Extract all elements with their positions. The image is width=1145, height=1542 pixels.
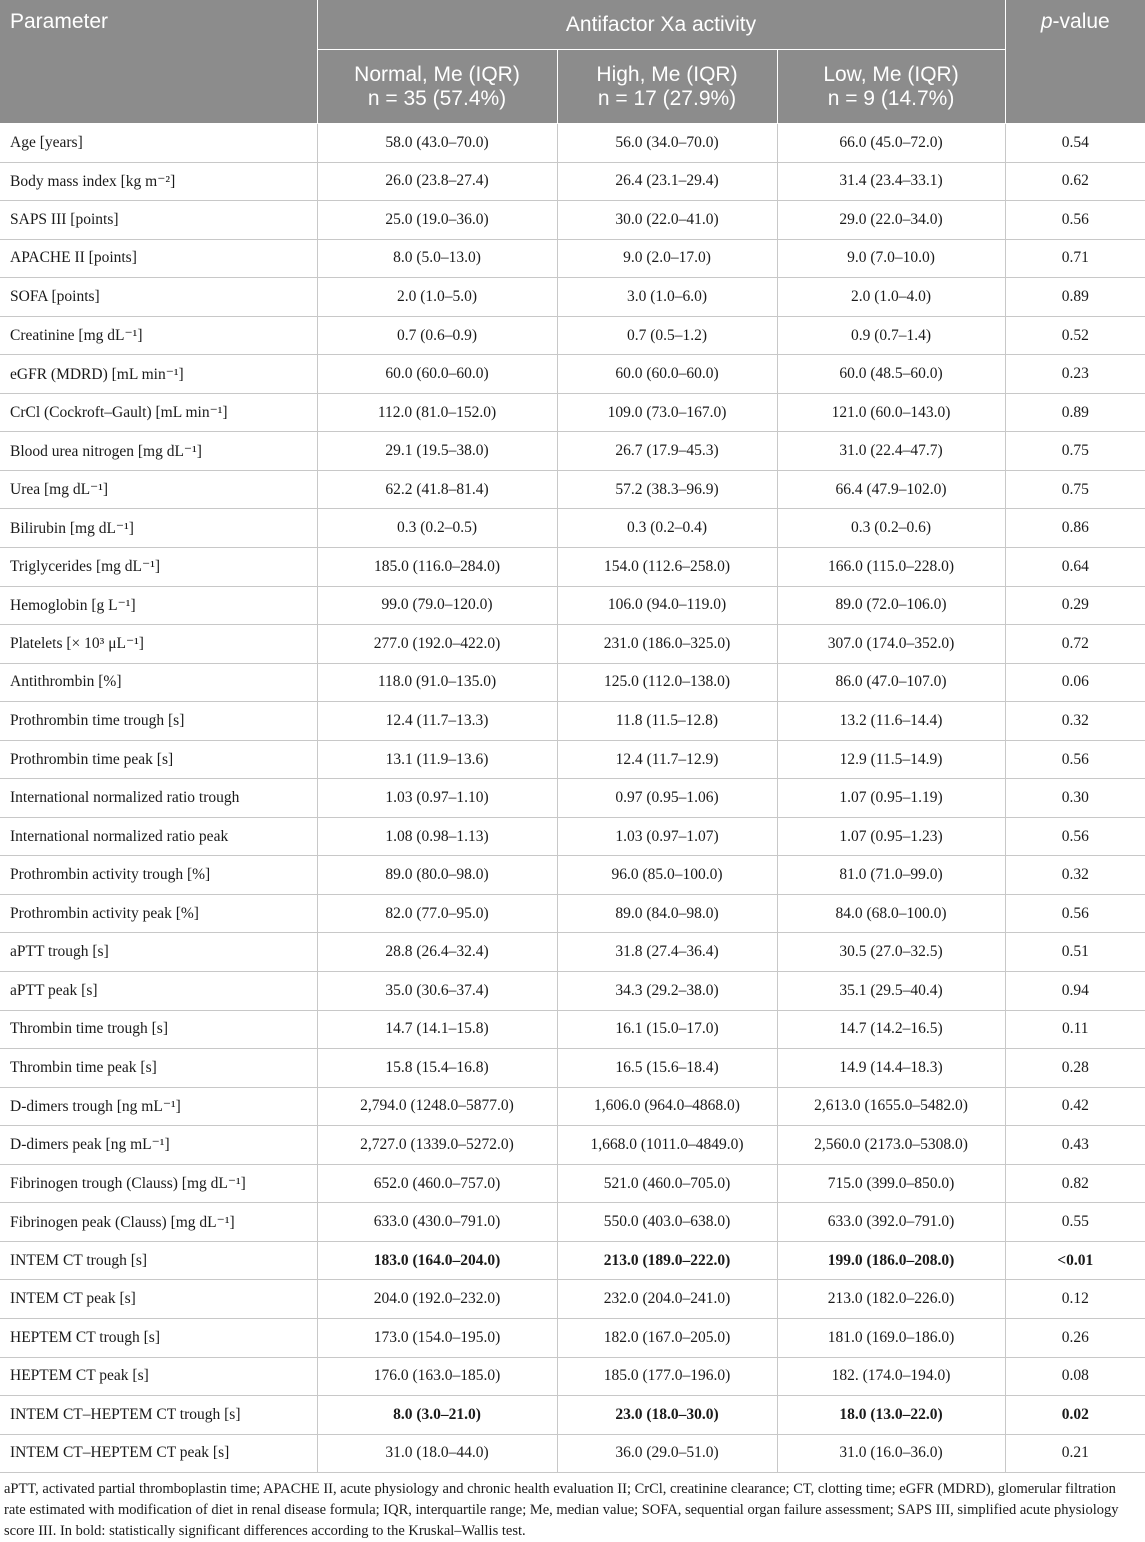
normal-cell: 176.0 (163.0–185.0) [317,1357,557,1396]
normal-cell: 99.0 (79.0–120.0) [317,586,557,625]
low-cell: 13.2 (11.6–14.4) [777,702,1005,741]
normal-cell: 652.0 (460.0–757.0) [317,1164,557,1203]
p-value-cell: 0.56 [1005,894,1145,933]
low-cell: 121.0 (60.0–143.0) [777,393,1005,432]
high-cell: 185.0 (177.0–196.0) [557,1357,777,1396]
normal-cell: 14.7 (14.1–15.8) [317,1010,557,1049]
p-value-cell: 0.08 [1005,1357,1145,1396]
normal-cell: 28.8 (26.4–32.4) [317,933,557,972]
table-row [0,316,1145,355]
param-cell: aPTT trough [s] [0,933,317,972]
normal-cell: 2,727.0 (1339.0–5272.0) [317,1126,557,1165]
high-cell: 16.1 (15.0–17.0) [557,1010,777,1049]
param-cell: INTEM CT–HEPTEM CT peak [s] [0,1434,317,1473]
normal-cell: 25.0 (19.0–36.0) [317,201,557,240]
high-cell: 0.97 (0.95–1.06) [557,779,777,818]
table-row [0,856,1145,895]
p-value-cell: 0.11 [1005,1010,1145,1049]
normal-cell: 173.0 (154.0–195.0) [317,1318,557,1357]
param-cell: Triglycerides [mg dL⁻¹] [0,548,317,587]
p-value-cell: 0.71 [1005,239,1145,278]
param-cell: Prothrombin time trough [s] [0,702,317,741]
normal-cell: 1.08 (0.98–1.13) [317,817,557,856]
high-cell: 9.0 (2.0–17.0) [557,239,777,278]
low-cell: 89.0 (72.0–106.0) [777,586,1005,625]
table-row [0,972,1145,1011]
table-row [0,201,1145,240]
low-cell: 2,560.0 (2173.0–5308.0) [777,1126,1005,1165]
table-row [0,124,1145,163]
param-cell: Fibrinogen peak (Clauss) [mg dL⁻¹] [0,1203,317,1242]
normal-cell: 58.0 (43.0–70.0) [317,124,557,163]
p-value-cell: 0.43 [1005,1126,1145,1165]
param-cell: Blood urea nitrogen [mg dL⁻¹] [0,432,317,471]
p-value-cell: 0.86 [1005,509,1145,548]
high-cell: 106.0 (94.0–119.0) [557,586,777,625]
p-value-cell: 0.32 [1005,702,1145,741]
table-row [0,625,1145,664]
table-row [0,702,1145,741]
param-cell: Antithrombin [%] [0,663,317,702]
header-antifactor-xa-group: Antifactor Xa activity [317,0,1005,50]
low-cell: 14.9 (14.4–18.3) [777,1049,1005,1088]
normal-cell: 112.0 (81.0–152.0) [317,393,557,432]
low-cell: 9.0 (7.0–10.0) [777,239,1005,278]
low-cell: 35.1 (29.5–40.4) [777,972,1005,1011]
table-row [0,894,1145,933]
low-cell: 29.0 (22.0–34.0) [777,201,1005,240]
normal-cell: 1.03 (0.97–1.10) [317,779,557,818]
p-value-cell: 0.56 [1005,201,1145,240]
normal-cell: 26.0 (23.8–27.4) [317,162,557,201]
param-cell: D-dimers trough [ng mL⁻¹] [0,1087,317,1126]
low-cell: 84.0 (68.0–100.0) [777,894,1005,933]
p-value-cell: 0.28 [1005,1049,1145,1088]
low-cell: 81.0 (71.0–99.0) [777,856,1005,895]
table-row [0,1010,1145,1049]
normal-cell: 8.0 (3.0–21.0) [317,1396,557,1435]
table-row [0,239,1145,278]
param-cell: International normalized ratio peak [0,817,317,856]
param-cell: Thrombin time trough [s] [0,1010,317,1049]
normal-cell: 29.1 (19.5–38.0) [317,432,557,471]
normal-cell: 185.0 (116.0–284.0) [317,548,557,587]
low-cell: 31.4 (23.4–33.1) [777,162,1005,201]
low-cell: 66.4 (47.9–102.0) [777,470,1005,509]
table-row [0,933,1145,972]
p-value-cell: 0.06 [1005,663,1145,702]
normal-cell: 31.0 (18.0–44.0) [317,1434,557,1473]
p-value-cell: 0.55 [1005,1203,1145,1242]
low-cell: 0.9 (0.7–1.4) [777,316,1005,355]
low-cell: 633.0 (392.0–791.0) [777,1203,1005,1242]
p-value-cell: 0.23 [1005,355,1145,394]
p-value-cell: 0.82 [1005,1164,1145,1203]
p-value-cell: 0.89 [1005,393,1145,432]
high-cell: 89.0 (84.0–98.0) [557,894,777,933]
high-cell: 109.0 (73.0–167.0) [557,393,777,432]
low-cell: 0.3 (0.2–0.6) [777,509,1005,548]
header-parameter: Parameter [0,0,317,124]
high-cell: 36.0 (29.0–51.0) [557,1434,777,1473]
p-value-cell: 0.56 [1005,817,1145,856]
table-row [0,393,1145,432]
p-value-cell: 0.75 [1005,432,1145,471]
low-cell: 60.0 (48.5–60.0) [777,355,1005,394]
table-row [0,740,1145,779]
normal-cell: 2,794.0 (1248.0–5877.0) [317,1087,557,1126]
header-normal: Normal, Me (IQR) n = 35 (57.4%) [317,50,557,124]
p-value-cell: 0.64 [1005,548,1145,587]
param-cell: Creatinine [mg dL⁻¹] [0,316,317,355]
low-cell: 2,613.0 (1655.0–5482.0) [777,1087,1005,1126]
table-header [0,0,1145,124]
normal-cell: 8.0 (5.0–13.0) [317,239,557,278]
high-cell: 213.0 (189.0–222.0) [557,1241,777,1280]
table-row [0,1280,1145,1319]
table-row [0,779,1145,818]
p-value-cell: 0.42 [1005,1087,1145,1126]
param-cell: Fibrinogen trough (Clauss) [mg dL⁻¹] [0,1164,317,1203]
p-value-cell: 0.32 [1005,856,1145,895]
table-row [0,355,1145,394]
low-cell: 182. (174.0–194.0) [777,1357,1005,1396]
table-row [0,1049,1145,1088]
param-cell: International normalized ratio trough [0,779,317,818]
normal-cell: 633.0 (430.0–791.0) [317,1203,557,1242]
low-cell: 166.0 (115.0–228.0) [777,548,1005,587]
normal-cell: 0.7 (0.6–0.9) [317,316,557,355]
high-cell: 0.7 (0.5–1.2) [557,316,777,355]
p-value-cell: 0.72 [1005,625,1145,664]
high-cell: 154.0 (112.6–258.0) [557,548,777,587]
low-cell: 307.0 (174.0–352.0) [777,625,1005,664]
param-cell: INTEM CT–HEPTEM CT trough [s] [0,1396,317,1435]
header-high: High, Me (IQR) n = 17 (27.9%) [557,50,777,124]
high-cell: 23.0 (18.0–30.0) [557,1396,777,1435]
p-value-cell: 0.02 [1005,1396,1145,1435]
param-cell: Prothrombin activity trough [%] [0,856,317,895]
low-cell: 86.0 (47.0–107.0) [777,663,1005,702]
p-value-cell: 0.21 [1005,1434,1145,1473]
table-row [0,1087,1145,1126]
table-row [0,1203,1145,1242]
p-value-cell: 0.54 [1005,124,1145,163]
table-footnote: aPTT, activated partial thromboplastin time; APACHE II, acute physiology and chronic health evaluation II; CrCl, creatinine clearance; CT, clotting time; eGFR (MDRD), glomerular filtration rate estimated with modification of diet in renal disease formula; IQR, interquartile range; Me, median value; SOFA, sequential organ failure assessment; SAPS III, simplified acute physiology score III. In bold: statistically significant differences according to the Kruskal–Wallis test. [4,1481,1119,1540]
high-cell: 12.4 (11.7–12.9) [557,740,777,779]
high-cell: 96.0 (85.0–100.0) [557,856,777,895]
normal-cell: 118.0 (91.0–135.0) [317,663,557,702]
normal-cell: 35.0 (30.6–37.4) [317,972,557,1011]
table-row [0,663,1145,702]
normal-cell: 15.8 (15.4–16.8) [317,1049,557,1088]
table-row [0,432,1145,471]
low-cell: 14.7 (14.2–16.5) [777,1010,1005,1049]
table-row [0,1126,1145,1165]
p-value-cell: 0.26 [1005,1318,1145,1357]
p-value-cell: 0.29 [1005,586,1145,625]
high-cell: 550.0 (403.0–638.0) [557,1203,777,1242]
normal-cell: 82.0 (77.0–95.0) [317,894,557,933]
table-row [0,1396,1145,1435]
table-row [0,162,1145,201]
param-cell: Thrombin time peak [s] [0,1049,317,1088]
normal-cell: 60.0 (60.0–60.0) [317,355,557,394]
param-cell: Prothrombin activity peak [%] [0,894,317,933]
param-cell: INTEM CT peak [s] [0,1280,317,1319]
low-cell: 2.0 (1.0–4.0) [777,278,1005,317]
param-cell: CrCl (Cockroft–Gault) [mL min⁻¹] [0,393,317,432]
high-cell: 56.0 (34.0–70.0) [557,124,777,163]
param-cell: SOFA [points] [0,278,317,317]
low-cell: 715.0 (399.0–850.0) [777,1164,1005,1203]
p-value-cell: 0.89 [1005,278,1145,317]
p-value-cell: 0.94 [1005,972,1145,1011]
high-cell: 26.7 (17.9–45.3) [557,432,777,471]
high-cell: 0.3 (0.2–0.4) [557,509,777,548]
normal-cell: 0.3 (0.2–0.5) [317,509,557,548]
param-cell: SAPS III [points] [0,201,317,240]
param-cell: APACHE II [points] [0,239,317,278]
p-value-cell: 0.52 [1005,316,1145,355]
table-row [0,1357,1145,1396]
normal-cell: 204.0 (192.0–232.0) [317,1280,557,1319]
high-cell: 3.0 (1.0–6.0) [557,278,777,317]
high-cell: 231.0 (186.0–325.0) [557,625,777,664]
param-cell: Body mass index [kg m⁻²] [0,162,317,201]
param-cell: Urea [mg dL⁻¹] [0,470,317,509]
high-cell: 16.5 (15.6–18.4) [557,1049,777,1088]
param-cell: HEPTEM CT trough [s] [0,1318,317,1357]
param-cell: HEPTEM CT peak [s] [0,1357,317,1396]
low-cell: 213.0 (182.0–226.0) [777,1280,1005,1319]
p-value-cell: 0.51 [1005,933,1145,972]
param-cell: Age [years] [0,124,317,163]
low-cell: 18.0 (13.0–22.0) [777,1396,1005,1435]
normal-cell: 12.4 (11.7–13.3) [317,702,557,741]
p-value-cell: 0.12 [1005,1280,1145,1319]
low-cell: 66.0 (45.0–72.0) [777,124,1005,163]
p-value-cell: 0.30 [1005,779,1145,818]
table-row [0,278,1145,317]
high-cell: 11.8 (11.5–12.8) [557,702,777,741]
param-cell: eGFR (MDRD) [mL min⁻¹] [0,355,317,394]
low-cell: 30.5 (27.0–32.5) [777,933,1005,972]
table-row [0,1434,1145,1473]
normal-cell: 277.0 (192.0–422.0) [317,625,557,664]
normal-cell: 89.0 (80.0–98.0) [317,856,557,895]
high-cell: 26.4 (23.1–29.4) [557,162,777,201]
table-row [0,509,1145,548]
table-row [0,1318,1145,1357]
param-cell: aPTT peak [s] [0,972,317,1011]
high-cell: 30.0 (22.0–41.0) [557,201,777,240]
table-row [0,586,1145,625]
normal-cell: 2.0 (1.0–5.0) [317,278,557,317]
normal-cell: 62.2 (41.8–81.4) [317,470,557,509]
high-cell: 57.2 (38.3–96.9) [557,470,777,509]
low-cell: 31.0 (16.0–36.0) [777,1434,1005,1473]
high-cell: 232.0 (204.0–241.0) [557,1280,777,1319]
low-cell: 199.0 (186.0–208.0) [777,1241,1005,1280]
p-value-cell: <0.01 [1005,1241,1145,1280]
normal-cell: 13.1 (11.9–13.6) [317,740,557,779]
low-cell: 181.0 (169.0–186.0) [777,1318,1005,1357]
high-cell: 1,606.0 (964.0–4868.0) [557,1087,777,1126]
p-value-cell: 0.75 [1005,470,1145,509]
table-row [0,470,1145,509]
table-row [0,817,1145,856]
high-cell: 182.0 (167.0–205.0) [557,1318,777,1357]
param-cell: Prothrombin time peak [s] [0,740,317,779]
low-cell: 1.07 (0.95–1.19) [777,779,1005,818]
table-row [0,548,1145,587]
low-cell: 31.0 (22.4–47.7) [777,432,1005,471]
p-value-cell: 0.62 [1005,162,1145,201]
high-cell: 31.8 (27.4–36.4) [557,933,777,972]
low-cell: 12.9 (11.5–14.9) [777,740,1005,779]
table-row [0,1241,1145,1280]
high-cell: 521.0 (460.0–705.0) [557,1164,777,1203]
table-row [0,1164,1145,1203]
high-cell: 125.0 (112.0–138.0) [557,663,777,702]
param-cell: D-dimers peak [ng mL⁻¹] [0,1126,317,1165]
header-p-value: p-value [1005,0,1145,124]
param-cell: Platelets [× 10³ μL⁻¹] [0,625,317,664]
param-cell: Bilirubin [mg dL⁻¹] [0,509,317,548]
param-cell: Hemoglobin [g L⁻¹] [0,586,317,625]
low-cell: 1.07 (0.95–1.23) [777,817,1005,856]
normal-cell: 183.0 (164.0–204.0) [317,1241,557,1280]
table-body [0,124,1145,1473]
high-cell: 60.0 (60.0–60.0) [557,355,777,394]
header-low: Low, Me (IQR) n = 9 (14.7%) [777,50,1005,124]
param-cell: INTEM CT trough [s] [0,1241,317,1280]
high-cell: 1,668.0 (1011.0–4849.0) [557,1126,777,1165]
high-cell: 34.3 (29.2–38.0) [557,972,777,1011]
high-cell: 1.03 (0.97–1.07) [557,817,777,856]
p-value-cell: 0.56 [1005,740,1145,779]
